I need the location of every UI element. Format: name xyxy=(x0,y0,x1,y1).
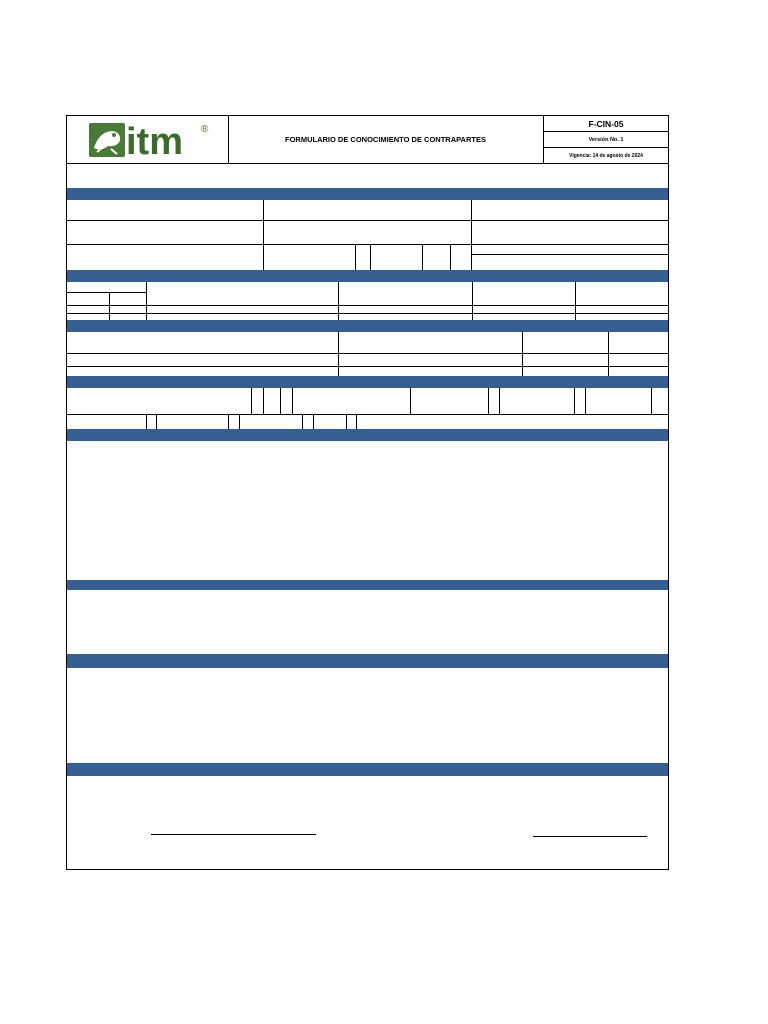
registered-mark: ® xyxy=(201,124,209,135)
section-band-7 xyxy=(67,654,668,668)
frog-logo-icon xyxy=(67,116,228,163)
text-area-7[interactable] xyxy=(67,668,668,763)
form-title: FORMULARIO DE CONOCIMIENTO DE CONTRAPARTES xyxy=(285,135,486,144)
text-area-6[interactable] xyxy=(67,590,668,654)
form-version: Versión No. 1 xyxy=(588,136,624,143)
section-band-5 xyxy=(67,429,668,441)
section-band-4 xyxy=(67,376,668,388)
field-1c[interactable] xyxy=(472,200,668,220)
form-vigencia: Vigencia: 14 de agosto de 2024 xyxy=(569,152,643,159)
counterpart-form xyxy=(66,115,669,870)
section-band-8 xyxy=(67,763,668,776)
text-area-5[interactable] xyxy=(67,441,668,580)
section-band-2 xyxy=(67,270,668,282)
section-band-3 xyxy=(67,320,668,332)
form-code: F-CIN-05 xyxy=(588,118,624,129)
signature-line-left xyxy=(151,834,316,835)
section-band-6 xyxy=(67,580,668,590)
itm-logo xyxy=(67,116,228,163)
field-1a[interactable] xyxy=(67,200,263,220)
field-1b[interactable] xyxy=(264,200,471,220)
logo-wordmark: itm xyxy=(126,121,183,163)
section-band-1 xyxy=(67,188,668,200)
signature-line-right xyxy=(533,836,647,837)
